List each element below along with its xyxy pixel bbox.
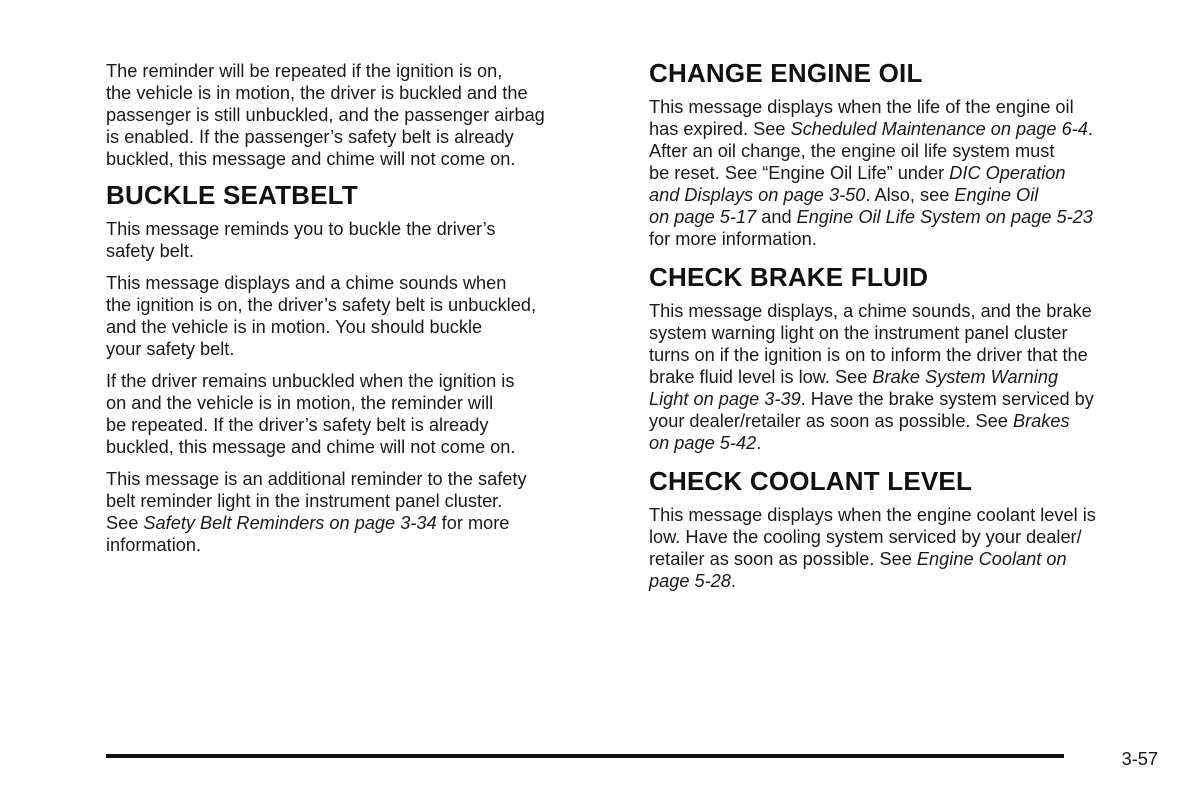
buckle-seatbelt-paragraph-4	[106, 468, 602, 556]
buckle-seatbelt-heading: BUCKLE SEATBELT	[106, 180, 358, 210]
cross-reference: Engine Oil Life System on page 5-23	[796, 207, 1093, 227]
intro-paragraph: The reminder will be repeated if the ignition is on, the vehicle is in motion, the driver is buckled and the passenger is still unbuckled, and the passenger airbag is enabled. If the passenger’s safety belt is already buckled, this message and chime will not come on.	[106, 61, 545, 169]
check-coolant-level-heading: CHECK COOLANT LEVEL	[649, 466, 973, 496]
check-brake-fluid-heading: CHECK BRAKE FLUID	[649, 262, 929, 292]
text-run: This message displays when the life of the engine oil has expired. See	[649, 97, 1074, 139]
text-run: This message displays when the engine coolant level is low. Have the cooling system serviced by your dealer/ retailer as soon as possible. See	[649, 505, 1096, 569]
check-coolant-level-paragraph	[649, 504, 1159, 592]
cross-reference: DIC Operation and Displays on page 3-50	[649, 163, 1066, 205]
text-run: .	[730, 571, 736, 591]
text-run: This message is an additional reminder to the safety belt reminder light in the instrument panel cluster. See	[106, 469, 527, 533]
text-run: .	[756, 433, 762, 453]
change-engine-oil-paragraph	[649, 96, 1159, 250]
text-run: and	[756, 207, 797, 227]
text-run: . Also, see	[865, 185, 955, 205]
footer-rule	[106, 754, 1064, 758]
buckle-seatbelt-paragraph-3: If the driver remains unbuckled when the ignition is on and the vehicle is in motion, the reminder will be repeated. If the driver’s safety belt is already buckled, this message and chime will not come on.	[106, 371, 516, 457]
buckle-seatbelt-section	[106, 180, 602, 556]
text-run: . Have the brake system serviced by your dealer/retailer as soon as possible. See	[649, 389, 1094, 431]
cross-reference: Engine Oil on page 5-17	[649, 185, 1039, 227]
text-run: for more information.	[649, 229, 817, 249]
change-engine-oil-section	[649, 58, 1159, 250]
cross-reference: Engine Coolant on page 5-28	[649, 549, 1067, 591]
cross-reference: Brake System Warning Light on page 3-39	[649, 367, 1059, 409]
check-brake-fluid-paragraph	[649, 300, 1159, 454]
page-number: 3-57	[1121, 749, 1158, 769]
intro-section	[106, 60, 602, 170]
check-brake-fluid-section	[649, 262, 1159, 454]
cross-reference: Safety Belt Reminders on page 3-34	[143, 513, 437, 533]
check-coolant-level-section	[649, 466, 1159, 592]
cross-reference: Brakes on page 5-42	[649, 411, 1070, 453]
cross-reference: Scheduled Maintenance on page 6-4	[790, 119, 1088, 139]
buckle-seatbelt-paragraph-2: This message displays and a chime sounds when the ignition is on, the driver’s safety belt is unbuckled, and the vehicle is in motion. You should buckle your safety belt.	[106, 273, 537, 359]
buckle-seatbelt-paragraph-1: This message reminds you to buckle the driver’s safety belt.	[106, 219, 496, 261]
text-run: for more information.	[106, 513, 510, 555]
left-column	[106, 60, 602, 566]
text-run: This message displays, a chime sounds, and the brake system warning light on the instrument panel cluster turns on if the ignition is on to inform the driver that the brake fluid level is low. See	[649, 301, 1092, 387]
text-run: . After an oil change, the engine oil life system must be reset. See “Engine Oil Life” under	[649, 119, 1093, 183]
right-column	[649, 60, 1159, 602]
change-engine-oil-heading: CHANGE ENGINE OIL	[649, 58, 923, 88]
